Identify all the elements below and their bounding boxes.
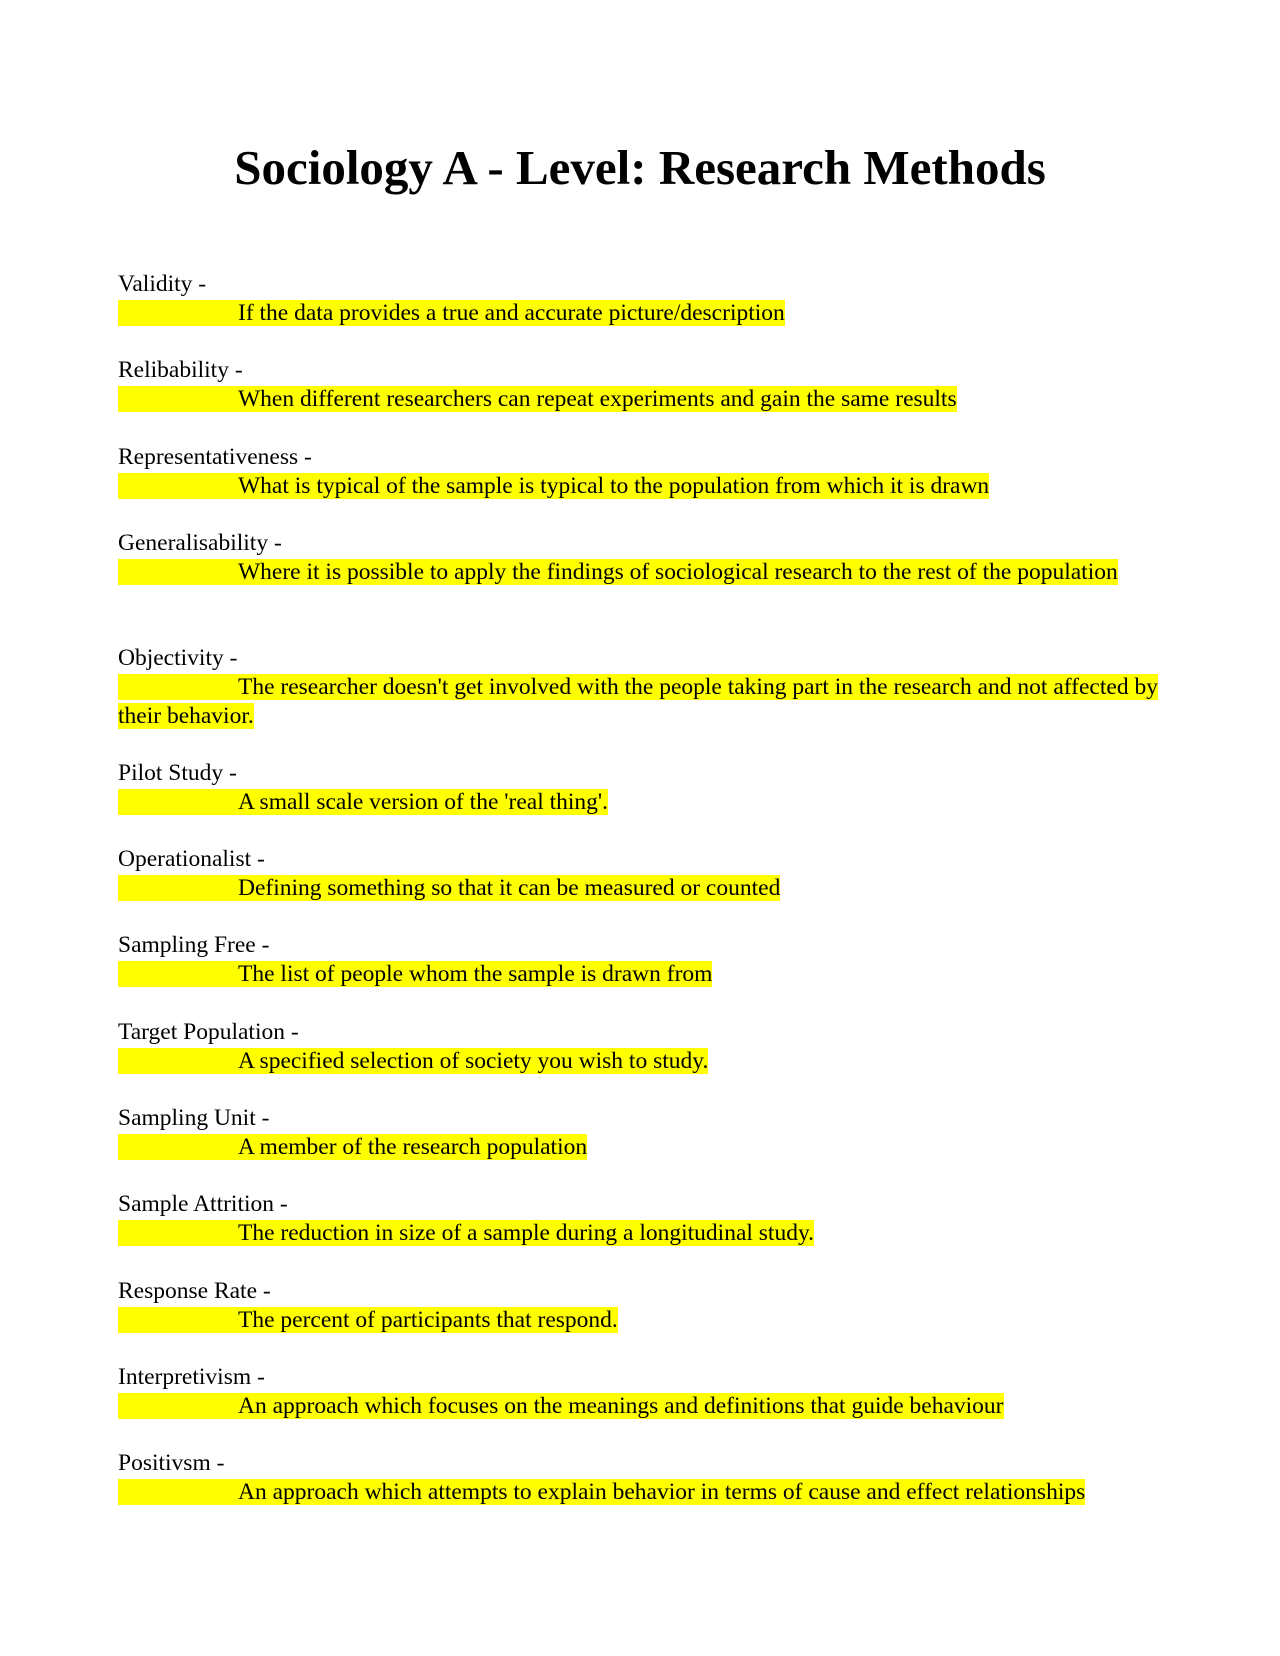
glossary-definition xyxy=(118,1306,1158,1335)
glossary-definition xyxy=(118,1133,1158,1162)
glossary-entry xyxy=(118,356,1178,442)
glossary-term: Representativeness - xyxy=(118,443,312,470)
glossary-definition xyxy=(118,1219,1158,1248)
definition-text: The list of people whom the sample is drawn from xyxy=(238,961,713,988)
glossary-entry xyxy=(118,644,1178,759)
glossary-definition xyxy=(118,472,1158,501)
definition-text: The reduction in size of a sample during a longitudinal study. xyxy=(238,1220,815,1247)
glossary-entry xyxy=(118,1018,1178,1104)
glossary-term: Pilot Study - xyxy=(118,759,237,786)
glossary-term: Positivsm - xyxy=(118,1450,225,1477)
definition-text: If the data provides a true and accurate picture/description xyxy=(238,300,785,326)
glossary-definition xyxy=(118,673,1158,731)
glossary-entry xyxy=(118,1277,1178,1363)
definition-text: A small scale version of the 'real thing'. xyxy=(238,788,609,815)
glossary-term: Sample Attrition - xyxy=(118,1191,288,1218)
definition-text: Where it is possible to apply the findings of sociological research to the rest of the population xyxy=(238,558,1118,585)
glossary-term: Validity - xyxy=(118,271,207,297)
glossary-term: Response Rate - xyxy=(118,1277,271,1304)
definition-text: An approach which attempts to explain behavior in terms of cause and effect relationships xyxy=(238,1479,1086,1506)
glossary-entry xyxy=(118,529,1178,644)
glossary-entry xyxy=(118,270,1178,356)
glossary-entry xyxy=(118,931,1178,1017)
glossary-term: Objectivity - xyxy=(118,644,238,671)
glossary-definition xyxy=(118,558,1158,587)
glossary-list xyxy=(118,270,1178,1536)
glossary-entry xyxy=(118,845,1178,931)
glossary-entry xyxy=(118,1449,1178,1535)
glossary-definition xyxy=(118,874,1158,903)
glossary-entry xyxy=(118,443,1178,529)
glossary-term: Sampling Free - xyxy=(118,932,270,959)
glossary-term: Target Population - xyxy=(118,1018,299,1045)
definition-text: The researcher doesn't get involved with the people taking part in the research and not affected by their behavior. xyxy=(118,673,1158,729)
definition-text: A specified selection of society you wish to study. xyxy=(238,1047,709,1074)
glossary-definition xyxy=(118,960,1158,989)
glossary-entry xyxy=(118,1363,1178,1449)
glossary-entry xyxy=(118,1190,1178,1276)
definition-text: Defining something so that it can be measured or counted xyxy=(238,875,781,902)
definition-text: An approach which focuses on the meanings and definitions that guide behaviour xyxy=(238,1392,1004,1419)
glossary-definition xyxy=(118,1392,1158,1421)
glossary-entry xyxy=(118,759,1178,845)
glossary-definition xyxy=(118,1478,1158,1507)
glossary-entry xyxy=(118,1104,1178,1190)
glossary-term: Generalisability - xyxy=(118,529,282,556)
glossary-term: Operationalist - xyxy=(118,846,265,873)
glossary-definition xyxy=(118,299,1158,328)
definition-text: A member of the research population xyxy=(238,1134,588,1161)
definition-text: When different researchers can repeat experiments and gain the same results xyxy=(238,386,957,413)
glossary-term: Interpretivism - xyxy=(118,1363,265,1390)
glossary-term: Sampling Unit - xyxy=(118,1105,270,1132)
definition-text: What is typical of the sample is typical to the population from which it is drawn xyxy=(238,472,990,499)
glossary-definition xyxy=(118,788,1158,817)
page-title: Sociology A - Level: Research Methods xyxy=(234,140,1046,195)
definition-text: The percent of participants that respond. xyxy=(238,1306,618,1333)
glossary-term: Relibability - xyxy=(118,357,243,384)
glossary-definition xyxy=(118,385,1158,414)
glossary-definition xyxy=(118,1047,1158,1076)
